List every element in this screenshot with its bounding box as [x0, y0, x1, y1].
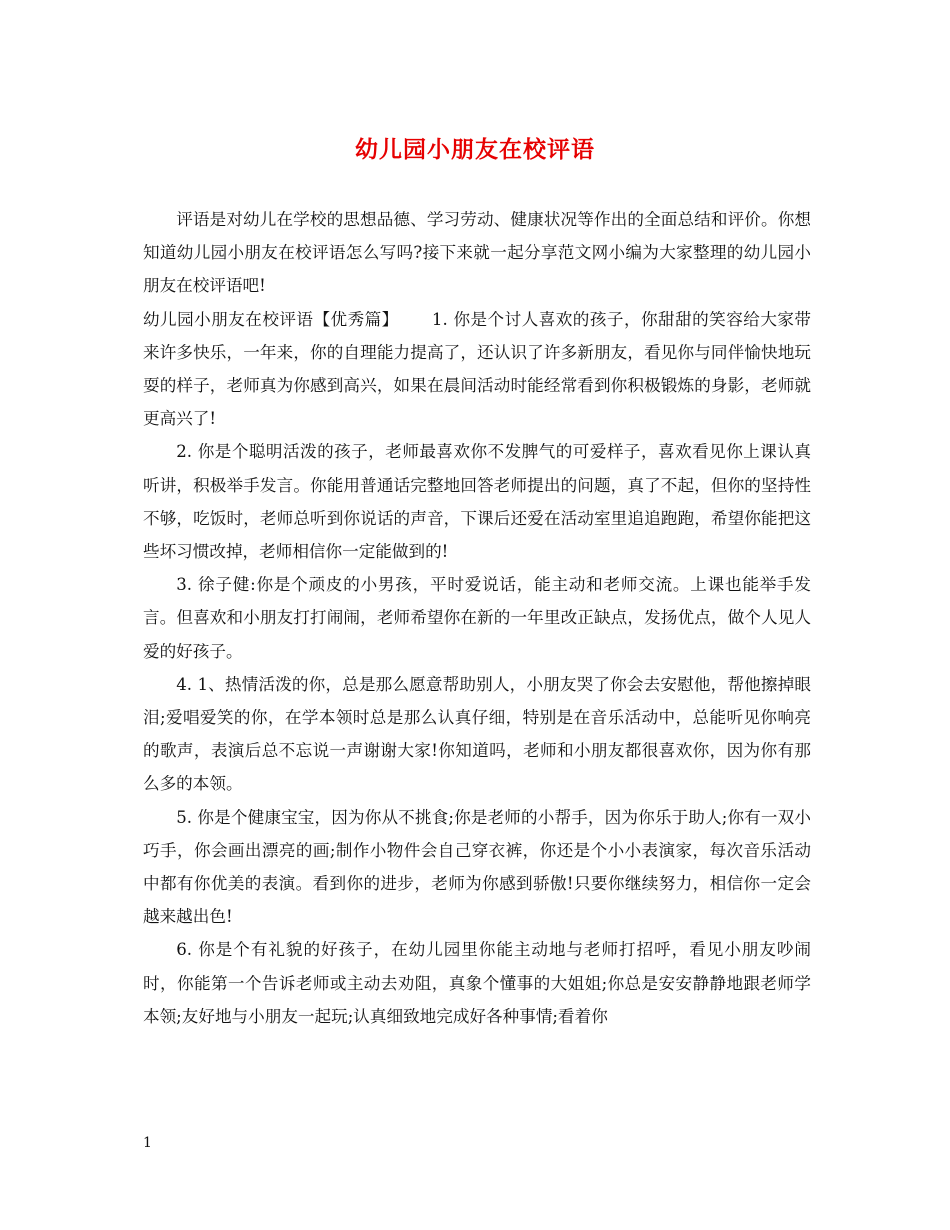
comment-6: 6. 你是个有礼貌的好孩子，在幼儿园里你能主动地与老师打招呼，看见小朋友吵闹时，你能第一个告诉老师或主动去劝阻，真象个懂事的大姐姐;你总是安安静静地跟老师学本领;友好地与小朋友一起玩;认真细致地完成好各种事情;看着你	[143, 940, 811, 1026]
section-heading-gap	[399, 310, 432, 329]
section-heading: 幼儿园小朋友在校评语【优秀篇】	[143, 309, 399, 329]
comment-5: 5. 你是个健康宝宝，因为你从不挑食;你是老师的小帮手，因为你乐于助人;你有一双小巧手，你会画出漂亮的画;制作小物件会自己穿衣裤，你还是个小小表演家，每次音乐活动中都有你优美的表演。看到你的进步，老师为你感到骄傲!只要你继续努力，相信你一定会越来越出色!	[143, 807, 811, 927]
comment-3: 3. 徐子健:你是个顽皮的小男孩，平时爱说话，能主动和老师交流。上课也能举手发言。但喜欢和小朋友打打闹闹，老师希望你在新的一年里改正缺点，发扬优点，做个人见人爱的好孩子。	[143, 575, 811, 661]
document-body	[143, 203, 811, 1033]
intro-paragraph: 评语是对幼儿在学校的思想品德、学习劳动、健康状况等作出的全面总结和评价。你想知道幼儿园小朋友在校评语怎么写吗?接下来就一起分享范文网小编为大家整理的幼儿园小朋友在校评语吧!	[143, 210, 811, 296]
comment-2: 2. 你是个聪明活泼的孩子，老师最喜欢你不发脾气的可爱样子，喜欢看见你上课认真听讲，积极举手发言。你能用普通话完整地回答老师提出的问题，真了不起，但你的坚持性不够，吃饭时，老师总听到你说话的声音，下课后还爱在活动室里追追跑跑，希望你能把这些坏习惯改掉，老师相信你一定能做到的!	[143, 442, 811, 562]
comment-4: 4. 1、热情活泼的你，总是那么愿意帮助别人，小朋友哭了你会去安慰他，帮他擦掉眼泪;爱唱爱笑的你，在学本领时总是那么认真仔细，特别是在音乐活动中，总能听见你响亮的歌声，表演后总不忘说一声谢谢大家!你知道吗，老师和小朋友都很喜欢你，因为你有那么多的本领。	[143, 674, 811, 794]
page-number: 1	[143, 1135, 152, 1151]
section-paragraph-1	[143, 303, 811, 436]
document-title: 幼儿园小朋友在校评语	[355, 137, 595, 163]
comment-1: 1. 你是个讨人喜欢的孩子，你甜甜的笑容给大家带来许多快乐，一年来，你的自理能力提高了，还认识了许多新朋友，看见你与同伴愉快地玩耍的样子，老师真为你感到高兴，如果在晨间活动时能经常看到你积极锻炼的身影，老师就更高兴了!	[143, 309, 812, 429]
